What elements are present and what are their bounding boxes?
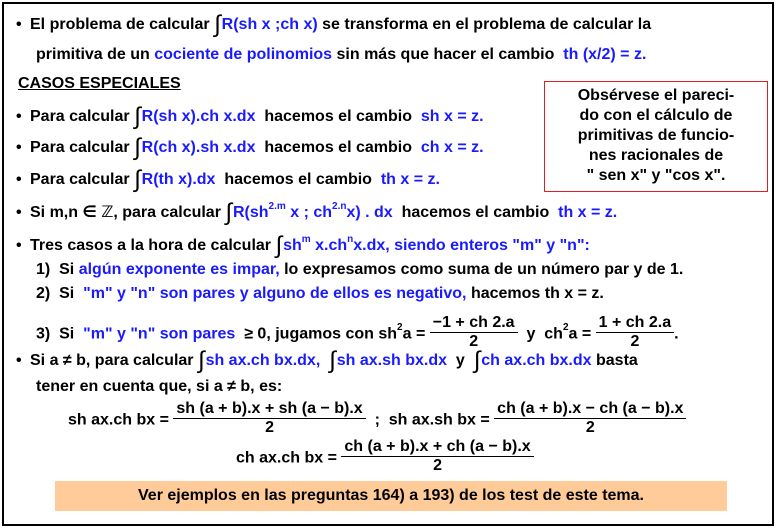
subcase-1 (36, 260, 683, 280)
case-text: a = (402, 325, 426, 343)
exponent: 2.n (332, 200, 347, 212)
note-line: Obsérvese el pareci- (577, 87, 735, 104)
condition: ≥ 0, (244, 325, 271, 343)
formula-lhs: sh ax.ch bx = (68, 411, 169, 429)
integrand: R(sh x ;ch x) (221, 16, 318, 33)
integral-sign: ∫ (329, 347, 336, 374)
case-text: Si (59, 285, 75, 302)
case-text: . (674, 325, 679, 343)
highlight-text: "m" y "n" son pares (83, 325, 236, 343)
case-1 (16, 103, 484, 130)
conjunction: y (526, 325, 536, 343)
bullet: • (16, 204, 22, 221)
intro-text: sin más que hacer el cambio (336, 46, 555, 63)
exponent: m (301, 233, 311, 245)
highlight-text: "m" y "n" son pares y alguno de ellos es negativo, (83, 285, 467, 302)
subcase-number: 3) (36, 325, 51, 343)
note-line: nes racionales de (588, 147, 724, 164)
fraction-numerator: −1 + ch 2.a (430, 314, 518, 333)
integrand-part: x.dx, (353, 237, 390, 254)
bullet: • (16, 352, 22, 369)
fraction-numerator: ch (a + b).x − ch (a − b).x (494, 400, 686, 419)
fraction-numerator: sh (a + b).x + sh (a − b).x (173, 400, 365, 419)
formula-fraction (341, 438, 533, 475)
fraction-ch2 (596, 314, 675, 351)
formula-row-1 (68, 402, 686, 439)
fraction-denominator: 2 (585, 419, 595, 436)
intro-text: primitiva de un (36, 46, 150, 63)
integrand: R(th x).dx (141, 171, 216, 188)
bullet: • (16, 108, 22, 125)
case-text: lo expresamos como suma de un número par y de 1. (284, 261, 684, 278)
case-text: a = (568, 325, 592, 343)
formula-fraction (173, 400, 365, 437)
fraction-denominator: 2 (265, 419, 274, 436)
integral-sign: ∫ (214, 11, 221, 38)
integrand: sh ax.sh bx.dx (336, 352, 448, 369)
fraction-denominator: 2 (469, 333, 479, 350)
intro-text: se transforma en el problema de calcular la (322, 16, 652, 33)
case-text: Para calcular (30, 108, 130, 125)
exponent: n (347, 233, 354, 245)
integrand-part: sh (283, 237, 302, 254)
last-case-line-1 (16, 347, 638, 374)
highlight-text: algún exponente es impar, (78, 261, 280, 278)
case-text: Si (59, 261, 75, 278)
fraction-numerator: ch (a + b).x + ch (a − b).x (341, 438, 533, 457)
case-text: Si m,n ∈ ℤ, para calcular (30, 204, 221, 221)
note-line: do con el cálculo de (579, 107, 733, 124)
exponent: 2 (562, 322, 569, 334)
bullet: • (16, 171, 22, 188)
change-formula: th x = z. (558, 204, 618, 221)
bullet: • (16, 237, 22, 254)
case-text: Para calcular (30, 139, 130, 156)
integral-sign: ∫ (473, 347, 481, 374)
fraction-numerator: 1 + ch 2.a (596, 314, 675, 333)
tres-casos-line (16, 232, 590, 259)
case-4 (16, 199, 618, 226)
separator: ; (374, 411, 380, 429)
intro-line-2 (36, 45, 646, 65)
change-formula: th (x/2) = z. (563, 46, 647, 63)
integral-sign: ∫ (275, 232, 283, 259)
integral-sign: ∫ (197, 347, 205, 374)
exponent: 2 (397, 322, 403, 334)
integral-sign: ∫ (225, 199, 232, 226)
integrand-part: x ; ch (290, 204, 333, 221)
conjunction: y (455, 352, 465, 369)
case-3 (16, 166, 440, 193)
integral-sign: ∫ (134, 134, 141, 161)
last-case-line-2: tener en cuenta que, si a ≠ b, es: (36, 378, 283, 395)
highlight-text: cociente de polinomios (154, 46, 333, 63)
note-line: " sen x" y "cos x". (586, 167, 726, 184)
integral-sign: ∫ (134, 103, 141, 130)
exponent: 2.m (268, 200, 286, 212)
integrand-part: x.ch (315, 237, 348, 254)
integrand: sh ax.ch bx.dx, (205, 352, 321, 369)
integrand-part: x) . dx (346, 204, 393, 221)
change-formula: th x = z. (380, 171, 440, 188)
case-text: hacemos el cambio (264, 139, 412, 156)
bullet: • (16, 16, 22, 33)
integrand (283, 233, 390, 254)
case-text: jugamos con sh (275, 325, 398, 343)
integral-sign: ∫ (134, 166, 141, 193)
case-text: Si a ≠ b, para calcular (30, 352, 194, 369)
subcase-number: 2) (36, 285, 51, 302)
integrand-part: R(sh (232, 204, 269, 221)
integrand (232, 200, 393, 221)
case-text: ch (544, 325, 563, 343)
subcase-number: 1) (36, 261, 51, 278)
footer-text: Ver ejemplos en las preguntas 164) a 193) de los test de este tema. (138, 487, 644, 504)
case-text: hacemos el cambio (264, 108, 412, 125)
fraction-denominator: 2 (433, 457, 442, 474)
case-text: basta (596, 352, 638, 369)
formula-lhs: sh ax.sh bx = (388, 411, 490, 429)
fraction-denominator: 2 (630, 333, 640, 350)
note-line: primitivas de funcio- (577, 127, 735, 144)
intro-text: El problema de calcular (30, 16, 210, 33)
case-text: Tres casos a la hora de calcular (30, 237, 272, 254)
formula-row-2 (236, 440, 534, 477)
case-2 (16, 134, 484, 161)
footer-banner (55, 481, 727, 511)
note-box (544, 81, 768, 192)
change-formula: ch x = z. (420, 139, 484, 156)
intro-line-1 (16, 11, 652, 38)
fraction-sh2 (430, 314, 518, 351)
integrand: R(sh x).ch x.dx (141, 108, 256, 125)
highlight-text: siendo enteros "m" y "n": (394, 237, 590, 254)
case-text: Para calcular (30, 171, 130, 188)
subcase-2 (36, 284, 604, 304)
section-title: CASOS ESPECIALES (18, 75, 181, 92)
case-text: hacemos th x = z. (470, 285, 604, 302)
integrand: R(ch x).sh x.dx (141, 139, 256, 156)
bullet: • (16, 139, 22, 156)
change-formula: sh x = z. (420, 108, 484, 125)
formula-lhs: ch ax.ch bx = (236, 449, 337, 467)
case-text: Si (59, 325, 75, 343)
formula-fraction (494, 400, 686, 437)
case-text: hacemos el cambio (224, 171, 372, 188)
case-text: hacemos el cambio (401, 204, 550, 221)
integrand: ch ax.ch bx.dx (481, 352, 592, 369)
